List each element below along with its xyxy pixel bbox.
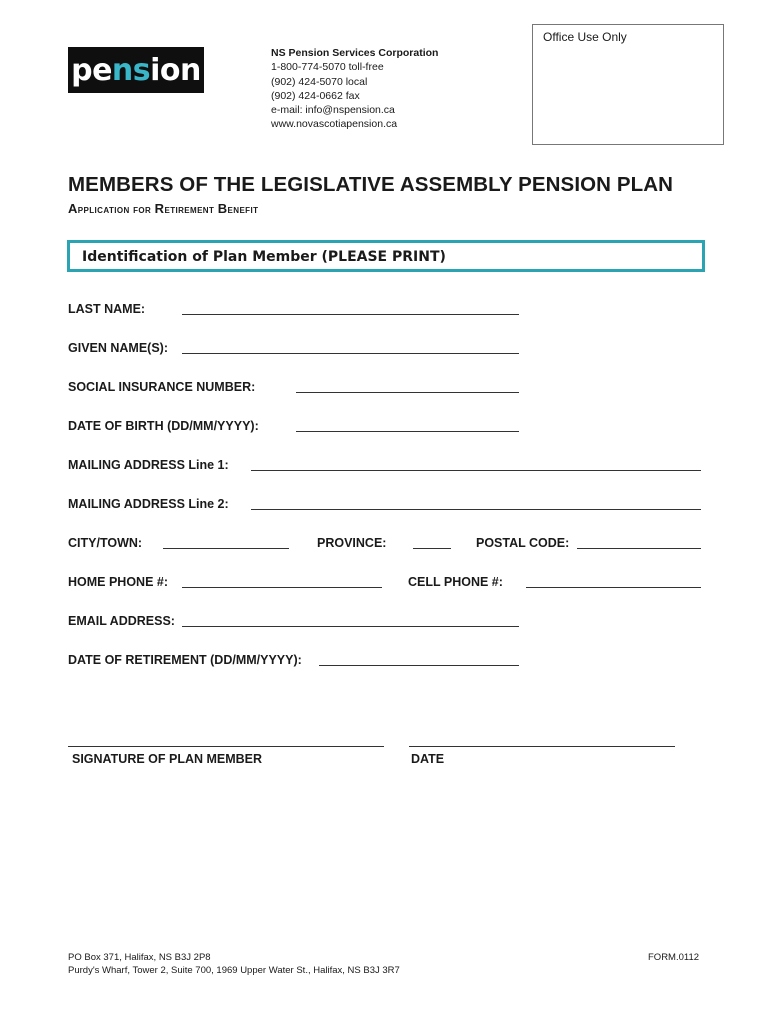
email-field[interactable] xyxy=(182,626,519,627)
pension-logo xyxy=(68,47,204,93)
address-line2-label: MAILING ADDRESS Line 2: xyxy=(68,497,229,511)
date-label: DATE xyxy=(411,752,445,766)
footer-street: Purdy's Wharf, Tower 2, Suite 700, 1969 Upper Water St., Halifax, NS B3J 3R7 xyxy=(68,965,400,976)
retirement-date-label: DATE OF RETIREMENT (DD/MM/YYYY): xyxy=(68,653,302,667)
address-line2-field[interactable] xyxy=(251,509,701,510)
given-names-field[interactable] xyxy=(182,353,519,354)
footer-address xyxy=(68,951,400,977)
dob-field[interactable] xyxy=(296,431,519,432)
form-subtitle: Application for Retirement Benefit xyxy=(68,201,259,216)
org-name: NS Pension Services Corporation xyxy=(271,47,439,59)
website: www.novascotiapension.ca xyxy=(271,118,398,131)
local-phone: (902) 424-5070 local xyxy=(271,75,368,88)
cell-phone-label: CELL PHONE #: xyxy=(408,575,503,589)
form-title: MEMBERS OF THE LEGISLATIVE ASSEMBLY PENSION PLAN xyxy=(68,173,674,196)
date-line[interactable] xyxy=(409,746,675,747)
city-label: CITY/TOWN: xyxy=(68,536,143,550)
dob-label: DATE OF BIRTH (DD/MM/YYYY): xyxy=(68,419,259,433)
signature-line[interactable] xyxy=(68,746,384,747)
form-number: FORM.0112 xyxy=(648,952,700,963)
office-use-box xyxy=(532,24,724,145)
home-phone-field[interactable] xyxy=(182,587,382,588)
postal-code-field[interactable] xyxy=(577,548,701,549)
home-phone-label: HOME PHONE #: xyxy=(68,575,169,589)
last-name-label: LAST NAME: xyxy=(68,302,146,316)
footer-po-box: PO Box 371, Halifax, NS B3J 2P8 xyxy=(68,952,211,963)
tollfree-phone: 1-800-774-5070 toll-free xyxy=(271,61,384,74)
section-title: Identification of Plan Member (PLEASE PRINT) xyxy=(82,249,446,265)
section-header xyxy=(67,240,705,272)
postal-code-label: POSTAL CODE: xyxy=(476,536,570,550)
logo-wordmark: pension xyxy=(71,52,201,88)
address-line1-field[interactable] xyxy=(251,470,701,471)
province-field[interactable] xyxy=(413,548,451,549)
office-use-label: Office Use Only xyxy=(543,30,627,44)
address-line1-label: MAILING ADDRESS Line 1: xyxy=(68,458,229,472)
contact-block xyxy=(271,46,438,132)
retirement-date-field[interactable] xyxy=(319,665,519,666)
city-field[interactable] xyxy=(163,548,289,549)
email-label: EMAIL ADDRESS: xyxy=(68,614,175,628)
signature-label: SIGNATURE OF PLAN MEMBER xyxy=(72,752,263,766)
contact-email: e-mail: info@nspension.ca xyxy=(271,104,395,117)
sin-field[interactable] xyxy=(296,392,519,393)
cell-phone-field[interactable] xyxy=(526,587,701,588)
given-names-label: GIVEN NAME(S): xyxy=(68,341,168,355)
last-name-field[interactable] xyxy=(182,314,519,315)
sin-label: SOCIAL INSURANCE NUMBER: xyxy=(68,380,256,394)
province-label: PROVINCE: xyxy=(317,536,387,550)
fax-number: (902) 424-0662 fax xyxy=(271,89,360,102)
